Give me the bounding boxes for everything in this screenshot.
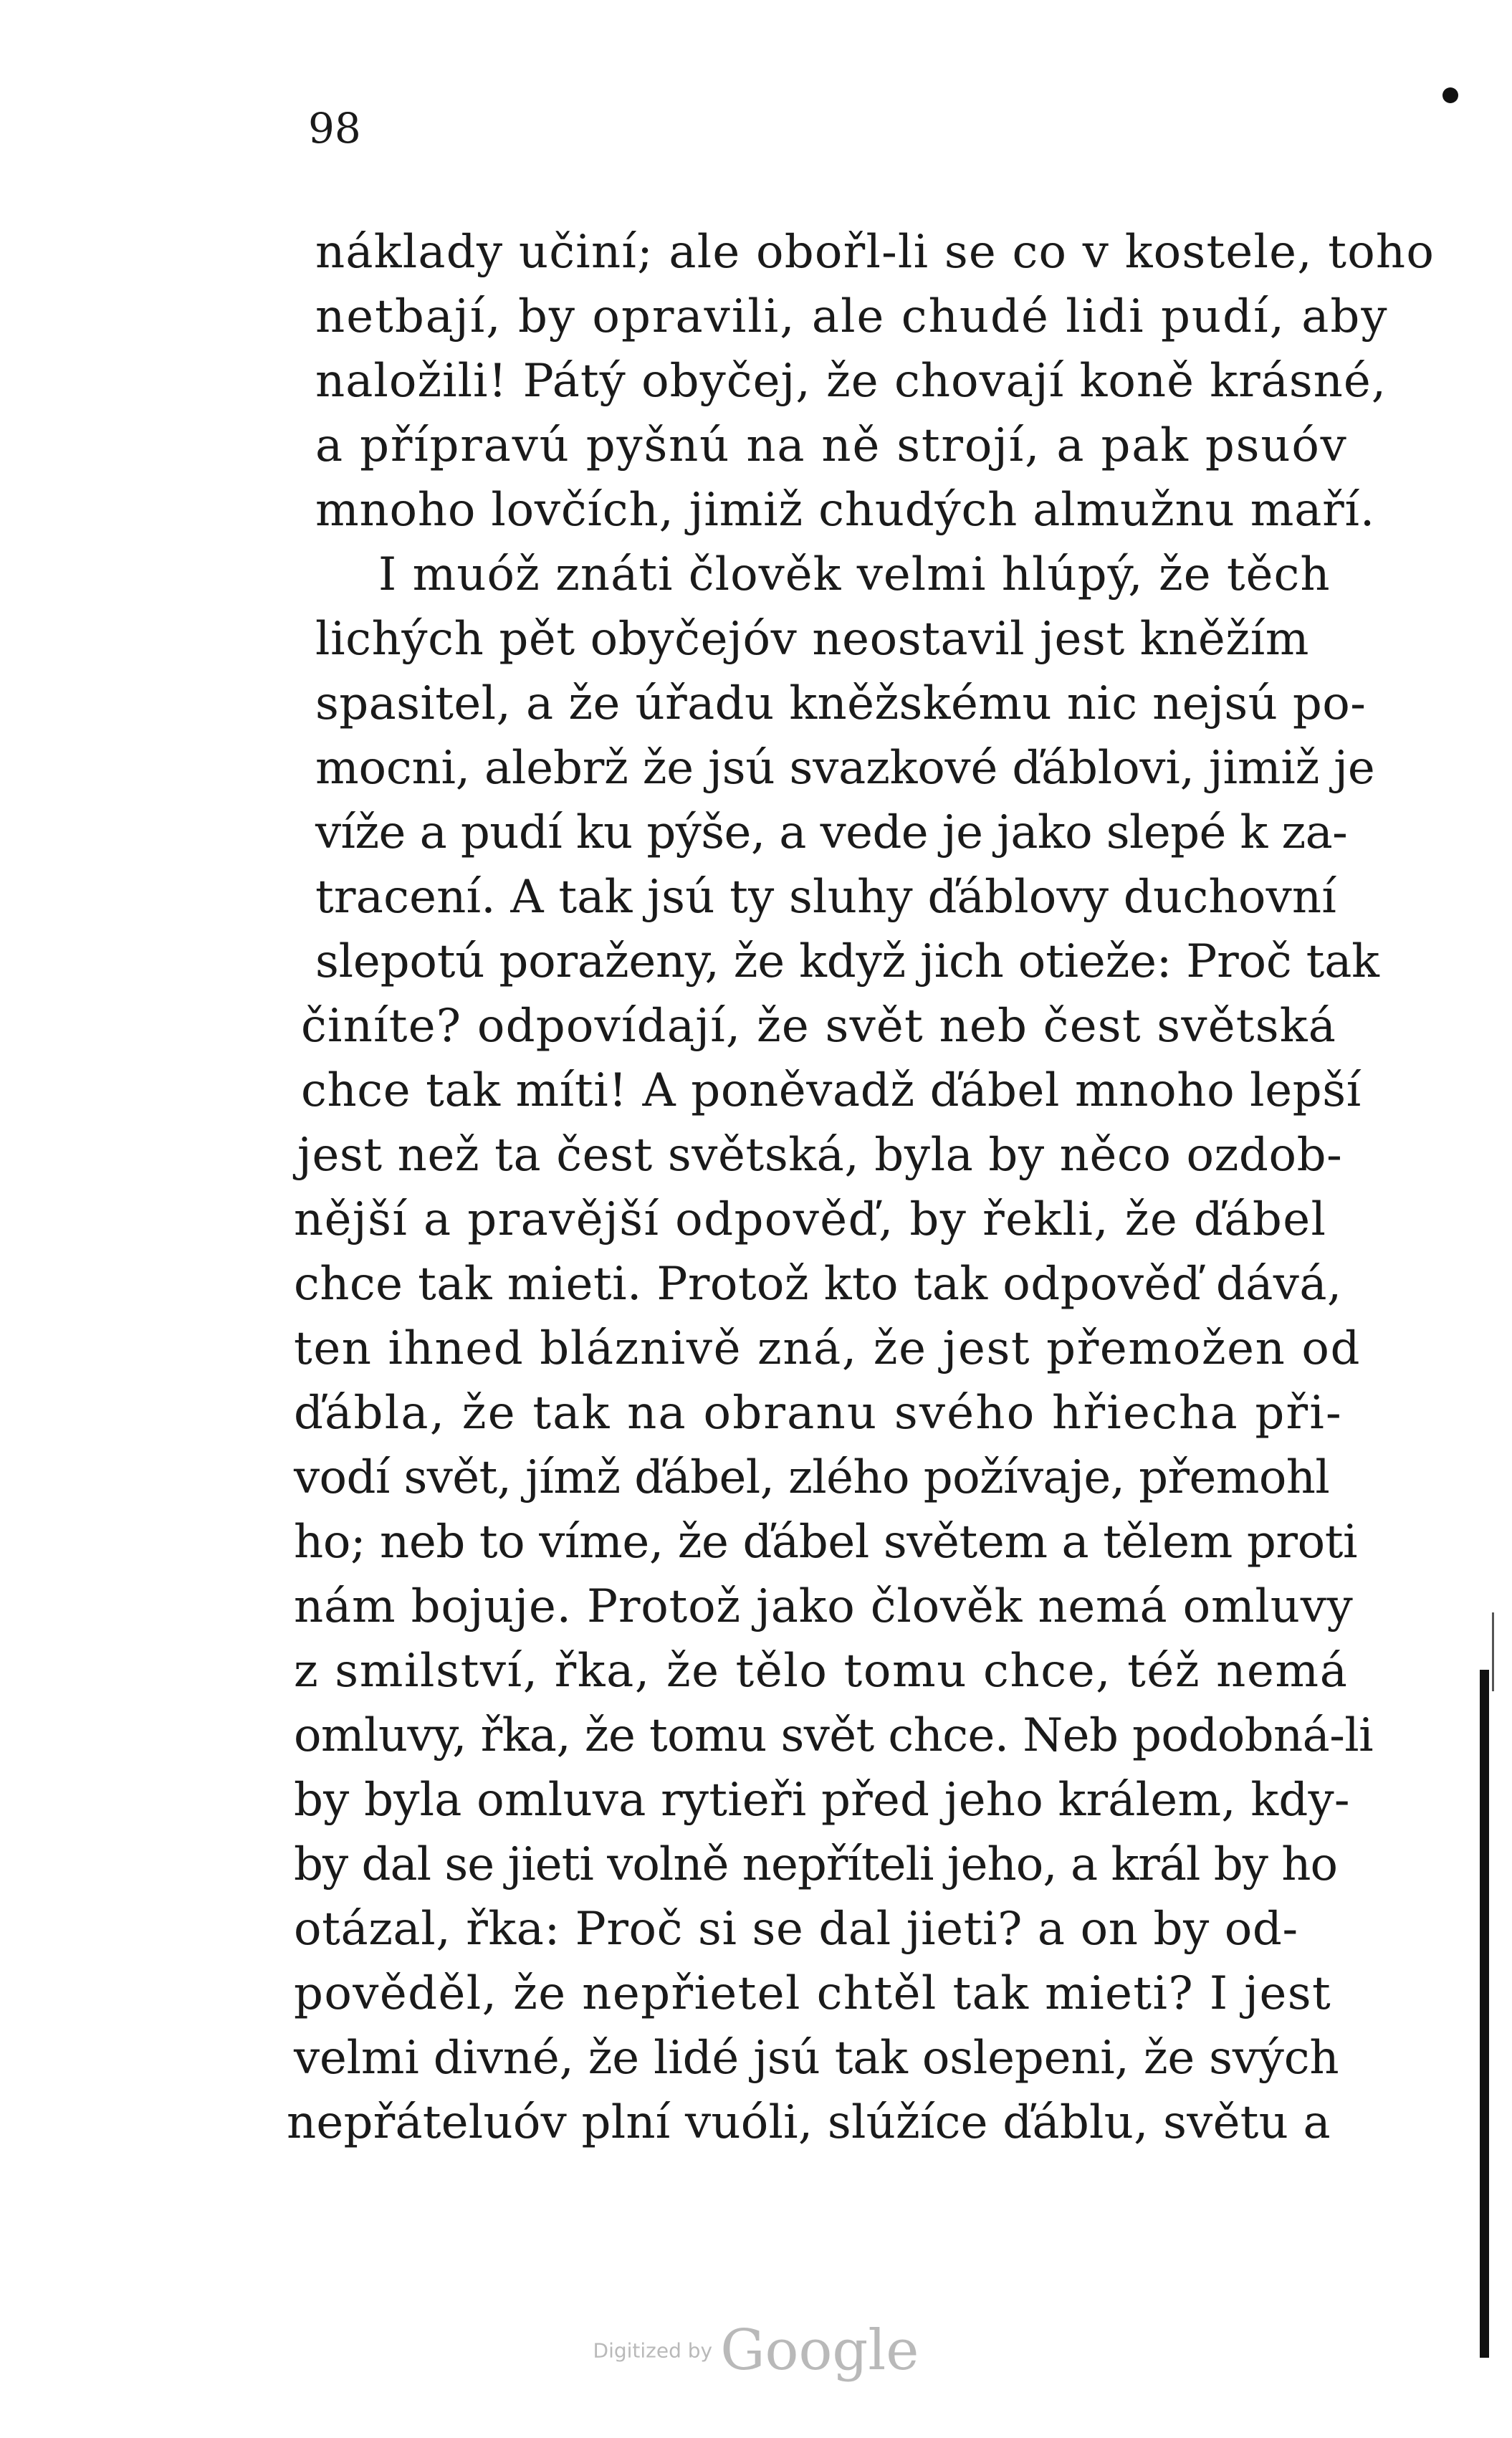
text-line: ďábla, že tak na obranu svého hřiecha při- (294, 1387, 1343, 1440)
digitized-by-label: Digitized by (593, 2338, 713, 2363)
text-line: nám bojuje. Protož jako člověk nemá omluvy (294, 1580, 1354, 1633)
text-line: nější a pravější odpověď, by řekli, že ďábel (294, 1193, 1327, 1246)
text-line: lichých pět obyčejóv neostavil jest kněžím (315, 613, 1310, 666)
text-line: jest než ta čest světská, byla by něco ozdob- (297, 1129, 1343, 1182)
scan-edge-shadow-thin (1492, 1612, 1494, 1691)
page-number: 98 (308, 104, 361, 153)
digitized-watermark (0, 2318, 1512, 2383)
text-line: tracení. A tak jsú ty sluhy ďáblovy duchovní (315, 871, 1337, 924)
text-line: činíte? odpovídají, že svět neb čest světská (301, 1000, 1337, 1053)
ink-dot-mark (1442, 87, 1458, 103)
text-line: spasitel, a že úřadu kněžskému nic nejsú po- (315, 677, 1367, 730)
text-line: velmi divné, že lidé jsú tak oslepeni, že svých (294, 2032, 1339, 2085)
text-line: pověděl, že nepřietel chtěl tak mieti? I jest (294, 1967, 1332, 2020)
scan-edge-shadow (1480, 1670, 1489, 2358)
text-line: a přípravú pyšnú na ně strojí, a pak psuóv (315, 419, 1348, 472)
text-line: omluvy, řka, že tomu svět chce. Neb podobná-li (294, 1709, 1373, 1762)
text-line: chce tak míti! A poněvadž ďábel mnoho lepší (301, 1064, 1362, 1117)
text-line: náklady učiní; ale obořl-li se co v kostele, toho (315, 226, 1435, 279)
text-line: chce tak mieti. Protož kto tak odpověď dává, (294, 1258, 1342, 1311)
text-line: netbají, by opravili, ale chudé lidi pudí, aby (315, 290, 1389, 343)
text-line: mnoho lovčích, jimiž chudých almužnu maří. (315, 484, 1375, 537)
google-logo: Google (720, 2318, 919, 2383)
text-line: mocni, alebrž že jsú svazkové ďáblovi, jimiž je (315, 742, 1375, 795)
text-line: z smilství, řka, že tělo tomu chce, též nemá (294, 1645, 1349, 1698)
text-line: ho; neb to víme, že ďábel světem a tělem proti (294, 1516, 1358, 1569)
text-line: by byla omluva rytieři před jeho králem, kdy- (294, 1774, 1350, 1827)
text-line: by dal se jieti volně nepříteli jeho, a král by ho (294, 1838, 1337, 1891)
text-line: ten ihned bláznivě zná, že jest přemožen od (294, 1322, 1362, 1375)
text-line: vodí svět, jímž ďábel, zlého požívaje, přemohl (294, 1451, 1330, 1504)
text-line: nepřáteluóv plní vuóli, slúžíce ďáblu, světu a (287, 2096, 1331, 2149)
text-line: slepotú poraženy, že když jich otieže: Proč tak (315, 935, 1379, 988)
text-line: otázal, řka: Proč si se dal jieti? a on by od- (294, 1903, 1298, 1956)
text-line: I muóž znáti člověk velmi hlúpý, že těch (378, 548, 1331, 601)
text-line: víže a pudí ku pýše, a vede je jako slepé k za- (315, 806, 1348, 859)
text-line: naložili! Pátý obyčej, že chovají koně krásné, (315, 355, 1387, 408)
